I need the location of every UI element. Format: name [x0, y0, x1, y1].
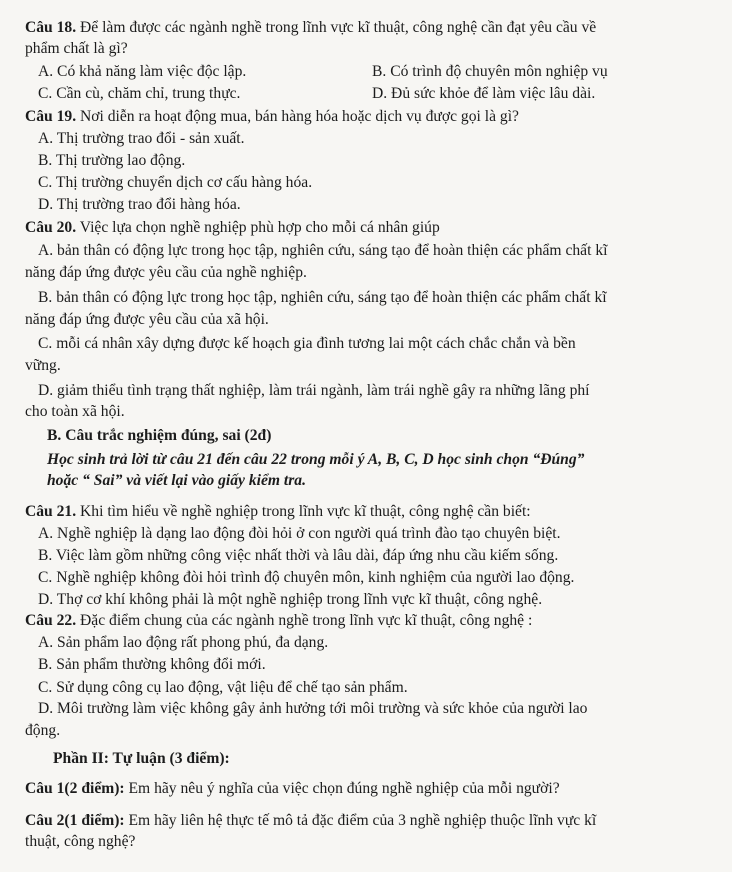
q18-option-a: A. Có khả năng làm việc độc lập.	[38, 63, 247, 80]
q20-option-c-line2: vững.	[25, 357, 61, 374]
q18-option-b: B. Có trình độ chuyên môn nghiệp vụ	[372, 63, 608, 80]
q22-option-c: C. Sử dụng công cụ lao động, vật liệu để chế tạo sản phẩm.	[38, 679, 408, 696]
q20-option-b-line1: B. bản thân có động lực trong học tập, nghiên cứu, sáng tạo để hoàn thiện các phẩm chất kĩ	[38, 289, 607, 306]
part2-title: Phần II: Tự luận (3 điểm):	[53, 750, 230, 767]
q21-text: Khi tìm hiểu về nghề nghiệp trong lĩnh vực kĩ thuật, công nghệ cần biết:	[76, 503, 531, 520]
part2-q1-text: Em hãy nêu ý nghĩa của việc chọn đúng nghề nghiệp của mỗi người?	[124, 780, 560, 797]
part2-q1-label: Câu 1(2 điểm):	[25, 780, 125, 797]
q18-text: Để làm được các ngành nghề trong lĩnh vực kĩ thuật, công nghệ cần đạt yêu cầu về	[76, 19, 597, 36]
part2-q2-text: Em hãy liên hệ thực tế mô tả đặc điểm của 3 nghề nghiệp thuộc lĩnh vực kĩ	[124, 812, 597, 829]
section-b-instructions-line2: hoặc “ Sai” và viết lại vào giấy kiểm tra.	[47, 472, 306, 489]
q22-option-a: A. Sản phẩm lao động rất phong phú, đa dạng.	[38, 634, 329, 651]
section-b-instructions-line1: Học sinh trả lời từ câu 21 đến câu 22 trong mỗi ý A, B, C, D học sinh chọn “Đúng”	[47, 451, 585, 468]
q20-option-a-line2: năng đáp ứng được yêu cầu của nghề nghiệp.	[25, 264, 307, 281]
q22-text: Đặc điểm chung của các ngành nghề trong lĩnh vực kĩ thuật, công nghệ :	[76, 612, 533, 629]
q22-option-d-line2: động.	[25, 722, 61, 739]
q22-label: Câu 22.	[25, 612, 77, 629]
q18-stem-line1	[25, 18, 596, 38]
part2-q2-label: Câu 2(1 điểm):	[25, 812, 125, 829]
q19-option-d: D. Thị trường trao đổi hàng hóa.	[38, 196, 241, 213]
q19-option-c: C. Thị trường chuyển dịch cơ cấu hàng hóa.	[38, 174, 313, 191]
q20-label: Câu 20.	[25, 219, 77, 236]
q20-option-a-line1: A. bản thân có động lực trong học tập, nghiên cứu, sáng tạo để hoàn thiện các phẩm chất kĩ	[38, 242, 608, 259]
q19-stem	[25, 107, 519, 127]
q19-option-b: B. Thị trường lao động.	[38, 152, 186, 169]
q22-option-d-line1: D. Môi trường làm việc không gây ảnh hưởng tới môi trường và sức khỏe của người lao	[38, 700, 588, 717]
q20-option-c-line1: C. mỗi cá nhân xây dựng được kế hoạch gia đình tương lai một cách chắc chắn và bền	[38, 335, 576, 352]
part2-question-1	[25, 779, 560, 799]
q21-option-d: D. Thợ cơ khí không phải là một nghề nghiệp trong lĩnh vực kĩ thuật, công nghệ.	[38, 591, 543, 608]
q18-stem-line2: phẩm chất là gì?	[25, 40, 128, 57]
q20-option-b-line2: năng đáp ứng được yêu cầu của xã hội.	[25, 311, 269, 328]
section-b-title: B. Câu trắc nghiệm đúng, sai (2đ)	[47, 427, 272, 444]
q21-option-b: B. Việc làm gồm những công việc nhất thời và lâu dài, đáp ứng nhu cầu kiếm sống.	[38, 547, 559, 564]
q21-option-c: C. Nghề nghiệp không đòi hỏi trình độ chuyên môn, kinh nghiệm của người lao động.	[38, 569, 575, 586]
q20-stem	[25, 218, 440, 238]
q22-option-b: B. Sản phẩm thường không đổi mới.	[38, 656, 266, 673]
q20-option-d-line1: D. giảm thiểu tình trạng thất nghiệp, làm trái ngành, làm trái nghề gây ra những lãng phí	[38, 382, 590, 399]
q18-option-d: D. Đủ sức khỏe để làm việc lâu dài.	[372, 85, 596, 102]
q21-label: Câu 21.	[25, 503, 77, 520]
q22-stem	[25, 611, 532, 631]
q18-label: Câu 18.	[25, 19, 77, 36]
q19-label: Câu 19.	[25, 108, 77, 125]
q21-stem	[25, 502, 531, 522]
q20-option-d-line2: cho toàn xã hội.	[25, 403, 125, 420]
q18-option-c: C. Cần cù, chăm chỉ, trung thực.	[38, 85, 241, 102]
q20-text: Việc lựa chọn nghề nghiệp phù hợp cho mỗi cá nhân giúp	[76, 219, 440, 236]
part2-question-2-line2: thuật, công nghệ?	[25, 833, 136, 850]
q21-option-a: A. Nghề nghiệp là dạng lao động đòi hỏi ở con người quá trình đào tạo chuyên biệt.	[38, 525, 561, 542]
part2-question-2-line1	[25, 811, 596, 831]
q19-text: Nơi diễn ra hoạt động mua, bán hàng hóa hoặc dịch vụ được gọi là gì?	[76, 108, 519, 125]
q19-option-a: A. Thị trường trao đổi - sản xuất.	[38, 130, 245, 147]
